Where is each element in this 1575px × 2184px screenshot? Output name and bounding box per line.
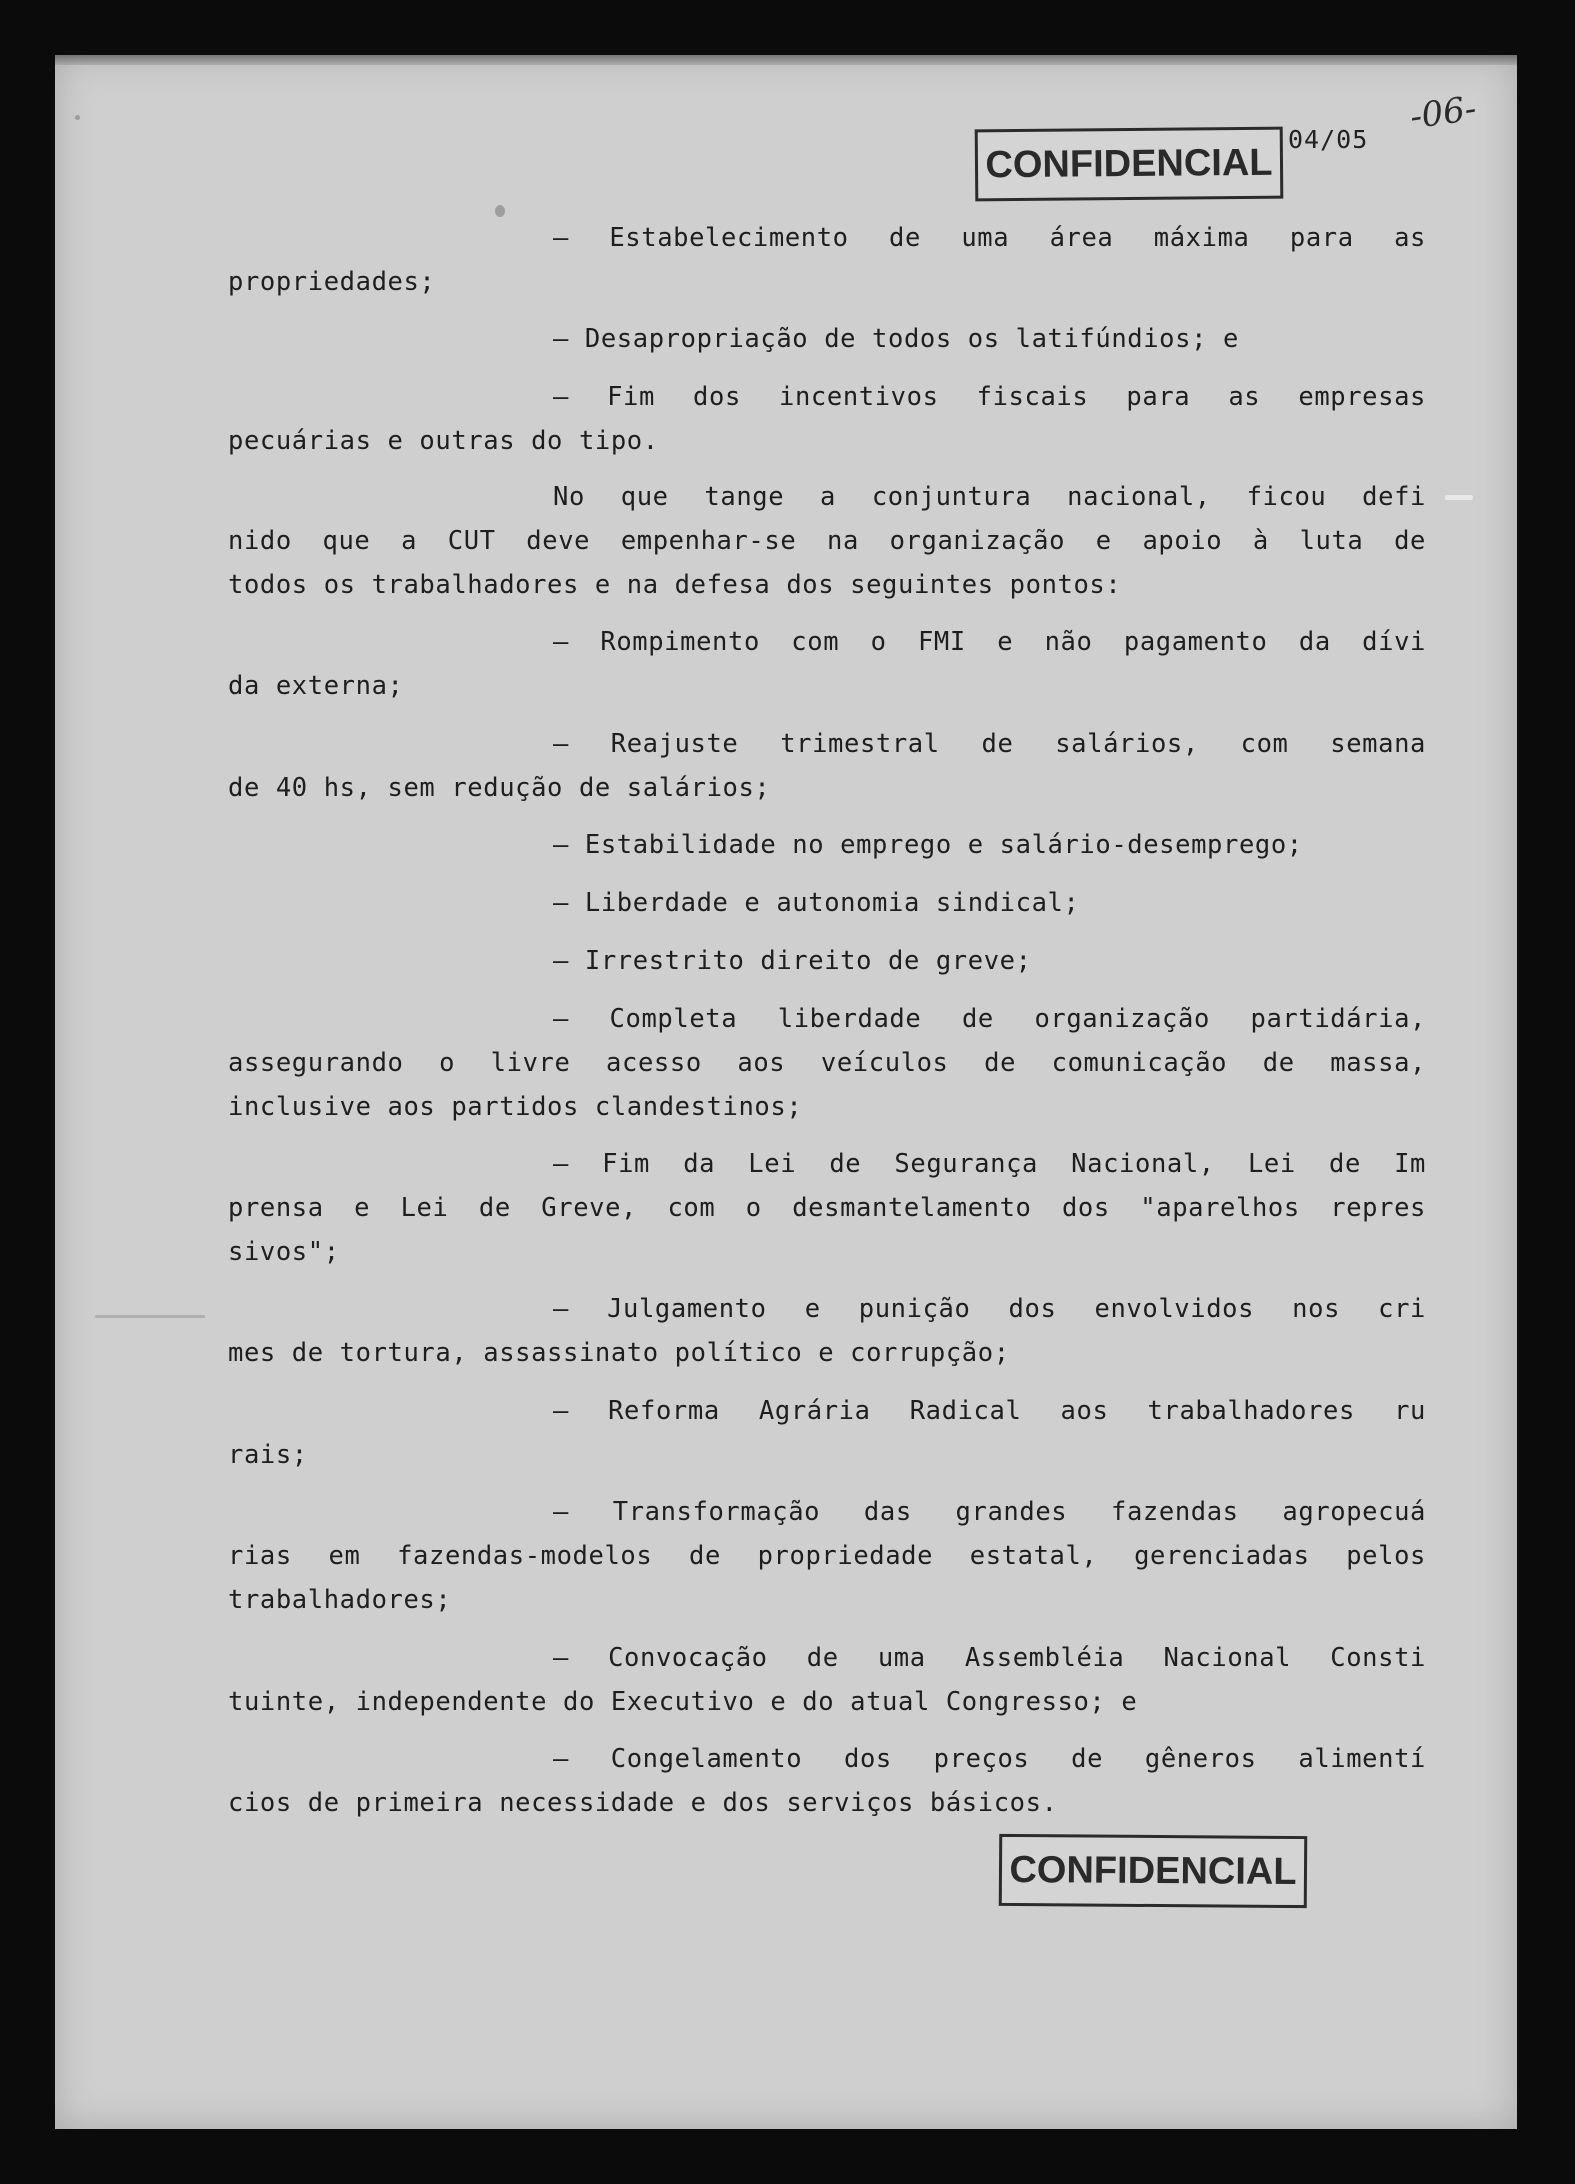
text-line: — Convocação de uma Assembléia Nacional Consti [553,1643,1426,1673]
text-line: — Fim da Lei de Segurança Nacional, Lei de Im [553,1149,1426,1179]
text-line: rais; [228,1440,308,1470]
text-line: — Rompimento com o FMI e não pagamento da dívi [553,627,1426,657]
handwritten-sheet-mark: -06- [1407,88,1479,138]
page-number: 04/05 [1288,125,1369,154]
text-line: — Reajuste trimestral de salários, com semana [553,729,1426,759]
confidential-stamp-bottom: CONFIDENCIAL [999,1834,1307,1908]
text-line: de 40 hs, sem redução de salários; [228,773,771,803]
text-line: mes de tortura, assassinato político e corrupção; [228,1338,1010,1368]
text-line: No que tange a conjuntura nacional, ficou defi [553,482,1426,512]
text-line: — Fim dos incentivos fiscais para as empresas [553,382,1426,412]
text-line: — Transformação das grandes fazendas agropecuá [553,1497,1426,1527]
text-line: inclusive aos partidos clandestinos; [228,1092,803,1122]
scan-speck [75,115,80,120]
document-page [55,55,1517,2129]
text-line: — Julgamento e punição dos envolvidos nos cri [553,1294,1426,1324]
text-line: — Congelamento dos preços de gêneros alimentí [553,1744,1426,1774]
text-line: sivos"; [228,1237,340,1267]
text-line: — Reforma Agrária Radical aos trabalhadores ru [553,1396,1426,1426]
text-line: — Desapropriação de todos os latifúndios; e [553,324,1239,354]
text-line: assegurando o livre acesso aos veículos de comunicação de massa, [228,1048,1426,1078]
text-line: — Estabelecimento de uma área máxima para as [553,223,1426,253]
scan-speck [95,1315,205,1318]
text-line: — Estabilidade no emprego e salário-desemprego; [553,830,1303,860]
text-line: tuinte, independente do Executivo e do atual Congresso; e [228,1687,1138,1717]
text-line: propriedades; [228,267,436,297]
text-line: nido que a CUT deve empenhar-se na organização e apoio à luta de [228,526,1426,556]
text-line: trabalhadores; [228,1585,452,1615]
scan-speck [1445,495,1473,500]
text-line: da externa; [228,671,404,701]
scan-speck [495,205,505,217]
text-line: — Completa liberdade de organização partidária, [553,1004,1426,1034]
scan-edge [55,55,1517,65]
text-line: todos os trabalhadores e na defesa dos seguintes pontos: [228,570,1122,600]
text-line: — Liberdade e autonomia sindical; [553,888,1080,918]
text-line: — Irrestrito direito de greve; [553,946,1032,976]
text-line: prensa e Lei de Greve, com o desmantelamento dos "aparelhos repres [228,1193,1426,1223]
text-line: rias em fazendas-modelos de propriedade estatal, gerenciadas pelos [228,1541,1426,1571]
confidential-stamp-top: CONFIDENCIAL [975,127,1284,202]
text-line: pecuárias e outras do tipo. [228,426,659,456]
text-line: cios de primeira necessidade e dos serviços básicos. [228,1788,1058,1818]
